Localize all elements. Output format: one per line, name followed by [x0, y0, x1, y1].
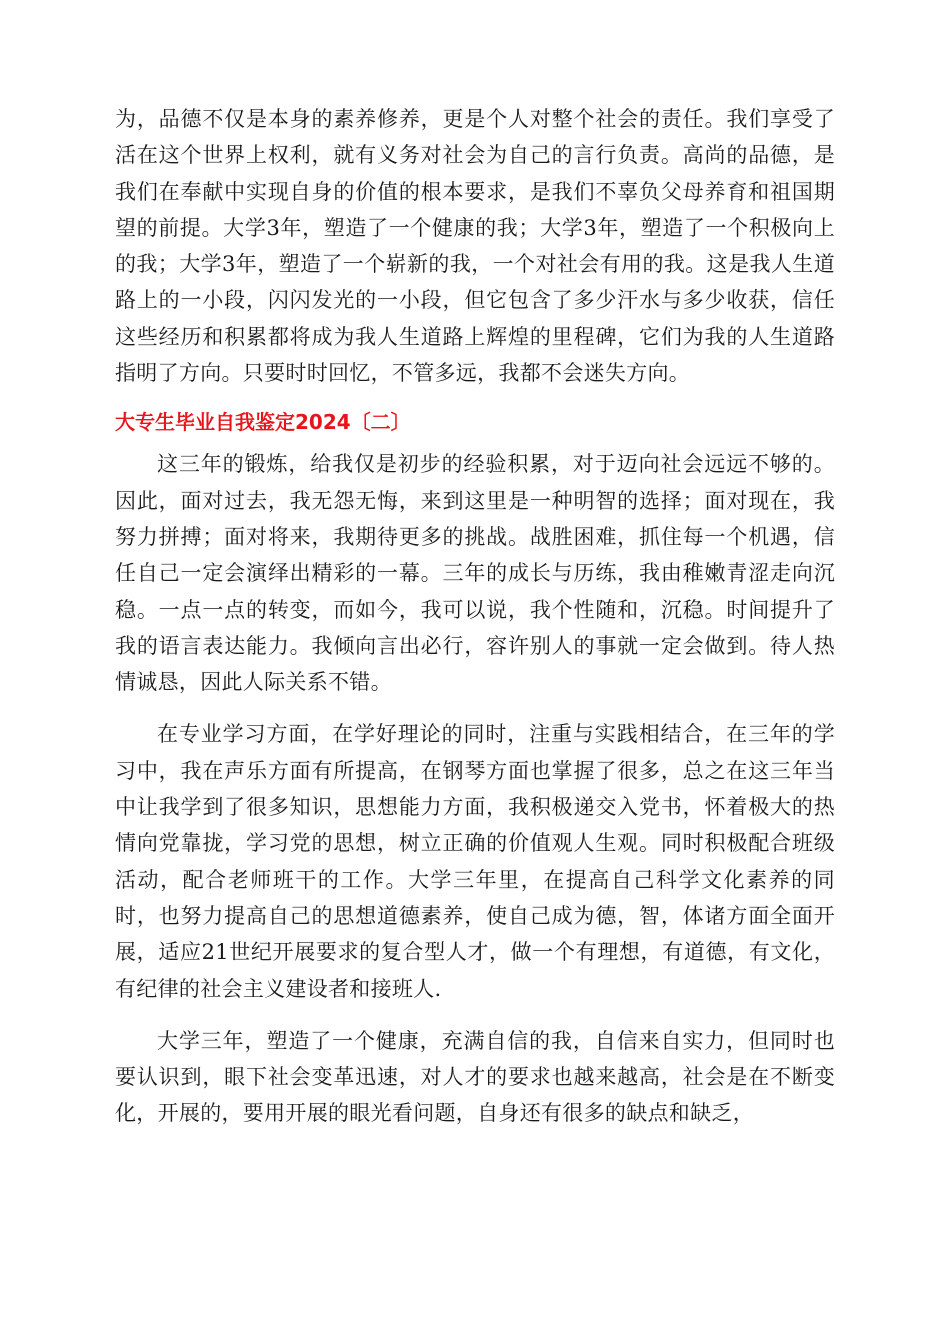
- paragraph-study: 在专业学习方面，在学好理论的同时，注重与实践相结合，在三年的学习中，我在声乐方面有所提高，在钢琴方面也掌握了很多，总之在这三年当中让我学到了很多知识，思想能力方面，我积极递交入党书，怀着极大的热情向党靠拢，学习党的思想，树立正确的价值观人生观。同时积极配合班级活动，配合老师班干的工作。大学三年里，在提高自己科学文化素养的同时，也努力提高自己的思想道德素养，使自己成为德，智，体诸方面全面开展，适应21世纪开展要求的复合型人才，做一个有理想，有道德，有文化，有纪律的社会主义建设者和接班人.: [115, 722, 835, 1001]
- paragraph-continuation: 为，品德不仅是本身的素养修养，更是个人对整个社会的责任。我们享受了活在这个世界上权利，就有义务对社会为自己的言行负责。高尚的品德，是我们在奉献中实现自身的价值的根本要求，是我们不辜负父母养育和祖国期望的前提。大学3年，塑造了一个健康的我；大学3年，塑造了一个积极向上的我；大学3年，塑造了一个崭新的我，一个对社会有用的我。这是我人生道路上的一小段，闪闪发光的一小段，但它包含了多少汗水与多少收获，信任这些经历和积累都将成为我人生道路上辉煌的里程碑，它们为我的人生道路指明了方向。只要时时回忆，不管多远，我都不会迷失方向。: [115, 107, 835, 386]
- document-body: [115, 101, 835, 1132]
- paragraph-growth: 大学三年，塑造了一个健康，充满自信的我，自信来自实力，但同时也要认识到，眼下社会变革迅速，对人才的要求也越来越高，社会是在不断变化，开展的，要用开展的眼光看问题，自身还有很多的缺点和缺乏，: [115, 1028, 835, 1126]
- paragraph-experience: 这三年的锻炼，给我仅是初步的经验积累，对于迈向社会远远不够的。因此，面对过去，我无怨无悔，来到这里是一种明智的选择；面对现在，我努力拼搏；面对将来，我期待更多的挑战。战胜困难，抓住每一个机遇，信任自己一定会演绎出精彩的一幕。三年的成长与历练，我由稚嫩青涩走向沉稳。一点一点的转变，而如今，我可以说，我个性随和，沉稳。时间提升了我的语言表达能力。我倾向言出必行，容许别人的事就一定会做到。待人热情诚恳，因此人际关系不错。: [115, 452, 835, 695]
- section-heading: 大专生毕业自我鉴定2024〔二〕: [115, 410, 411, 435]
